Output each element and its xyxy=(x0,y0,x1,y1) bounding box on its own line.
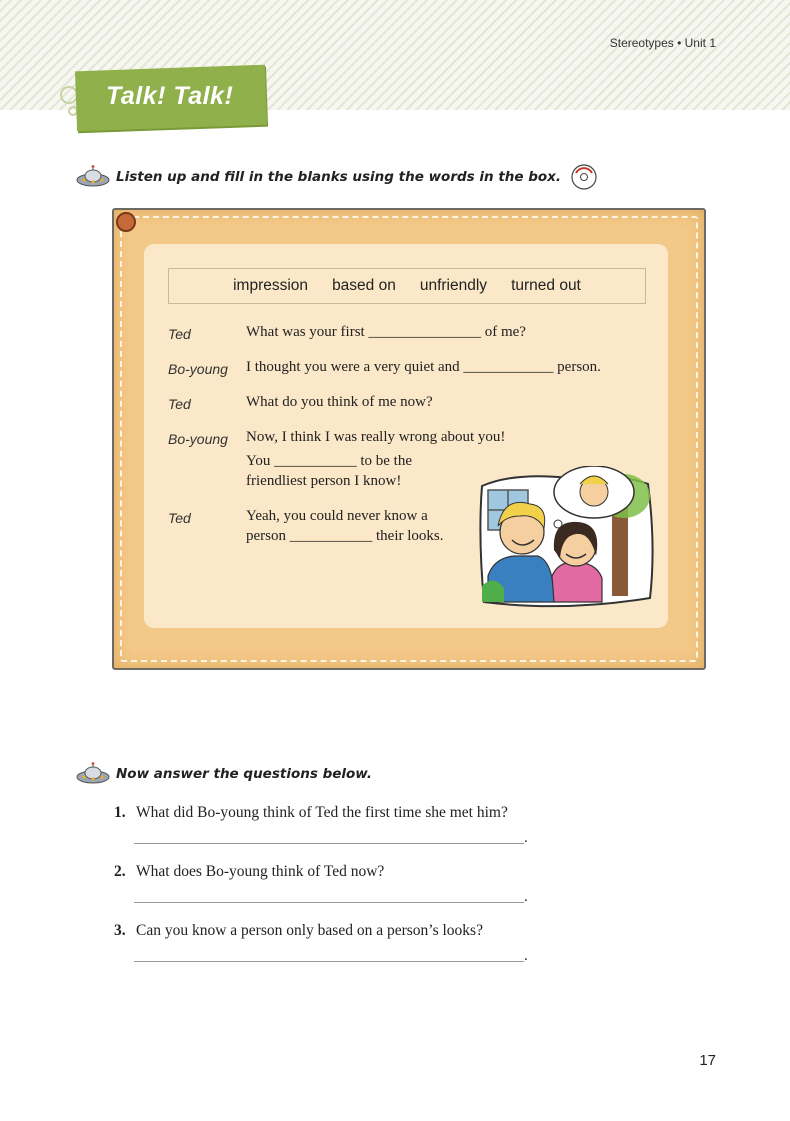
dialogue-line: person ___________ their looks. xyxy=(246,528,444,544)
dialogue-line: What was your first _______________ of me? xyxy=(246,324,526,340)
question-number: 2. xyxy=(114,863,126,880)
answer-line[interactable] xyxy=(134,961,524,962)
speaker-name: Ted xyxy=(168,326,191,342)
cartoon-illustration xyxy=(474,466,658,612)
dialogue-line: friendliest person I know! xyxy=(246,473,402,489)
listen-instruction-text: Listen up and fill in the blanks using the words in the box. xyxy=(116,169,562,185)
question-text: What did Bo-young think of Ted the first time she met him? xyxy=(136,804,508,821)
speaker-name: Ted xyxy=(168,396,191,412)
dialogue-line: You ___________ to be the xyxy=(246,453,412,469)
speaker-name: Bo-young xyxy=(168,361,228,377)
answer-instruction-text: Now answer the questions below. xyxy=(116,766,373,782)
answer-period: . xyxy=(524,830,528,846)
answer-line[interactable] xyxy=(134,902,524,903)
answer-line[interactable] xyxy=(134,843,524,844)
question-number: 3. xyxy=(114,922,126,939)
section-title-tag xyxy=(60,66,270,132)
word-box-item: unfriendly xyxy=(419,277,488,294)
speaker-name: Bo-young xyxy=(168,431,228,447)
question-text: What does Bo-young think of Ted now? xyxy=(136,863,385,880)
dialogue-line: Now, I think I was really wrong about you! xyxy=(246,429,506,445)
pin-icon xyxy=(116,212,136,232)
section-title: Talk! Talk! xyxy=(106,82,234,110)
answer-period: . xyxy=(524,889,528,905)
speaker-name: Ted xyxy=(168,510,191,526)
word-box-item: based on xyxy=(332,277,396,294)
running-header: Stereotypes • Unit 1 xyxy=(609,36,716,50)
dialogue-line: What do you think of me now? xyxy=(246,394,433,410)
dialogue-line: I thought you were a very quiet and ____________ person. xyxy=(246,359,601,375)
listen-instruction xyxy=(76,164,597,190)
answer-instruction xyxy=(76,762,372,786)
word-box-item: turned out xyxy=(511,277,581,294)
question-text: Can you know a person only based on a person’s looks? xyxy=(136,922,483,939)
ufo-icon xyxy=(76,762,110,786)
question-number: 1. xyxy=(114,804,126,821)
page-number: 17 xyxy=(699,1052,716,1069)
answer-period: . xyxy=(524,948,528,964)
ufo-icon xyxy=(76,165,110,189)
dialogue-line: Yeah, you could never know a xyxy=(246,508,428,524)
cd-icon[interactable] xyxy=(571,164,597,190)
word-box xyxy=(168,268,646,304)
word-box-item: impression xyxy=(233,277,309,294)
